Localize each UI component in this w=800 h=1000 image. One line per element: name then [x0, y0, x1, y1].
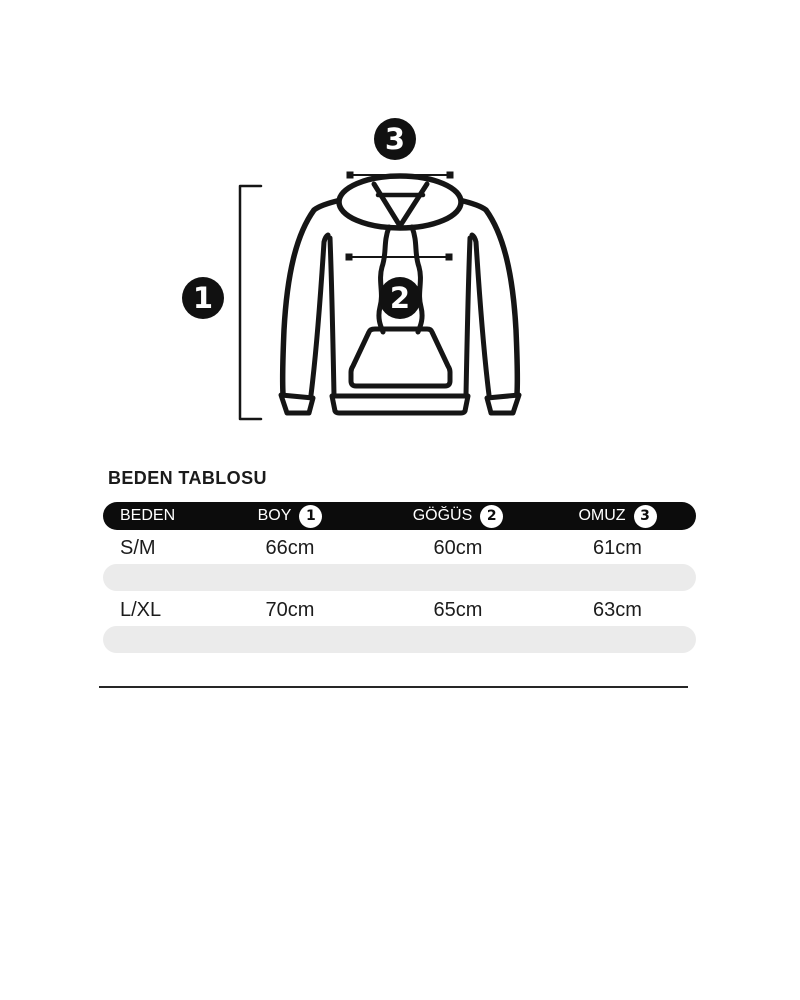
row-size-value: S/M: [120, 536, 156, 559]
hoodie-right-side: [466, 238, 470, 395]
hoodie-left-inner-sleeve: [311, 235, 328, 395]
table-row: [103, 535, 696, 561]
chest-measure-line: [346, 254, 453, 261]
header-chest-cell: [377, 505, 539, 528]
size-chart-title: BEDEN TABLOSU: [108, 468, 267, 488]
header-shoulder-badge: 3: [634, 505, 657, 528]
kangaroo-pocket: [351, 329, 450, 386]
table-stripe: [103, 626, 696, 653]
header-chest-badge: 2: [480, 505, 503, 528]
header-chest-label: GÖĞÜS: [412, 507, 473, 524]
hoodie-right-inner-sleeve: [472, 235, 489, 395]
table-stripe: [103, 564, 696, 591]
size-chart-header-row: [103, 502, 696, 530]
row-length-value: 66cm: [265, 536, 315, 559]
row-shoulder-value: 61cm: [593, 536, 642, 559]
hoodie-measurement-diagram: [0, 0, 800, 460]
row-chest-value: 60cm: [433, 536, 483, 559]
hood-outline: [339, 176, 461, 228]
length-measure-bracket: [240, 186, 261, 419]
hoodie-hem-band: [332, 396, 468, 413]
header-length-cell: [203, 505, 377, 528]
bottom-divider: [99, 686, 688, 688]
hoodie-right-cuff: [487, 395, 519, 413]
row-shoulder-value: 63cm: [593, 598, 642, 621]
chest-badge: [379, 277, 421, 319]
row-chest-value: 65cm: [433, 598, 483, 621]
length-badge: [182, 277, 224, 319]
hoodie-left-side: [330, 238, 334, 395]
header-length-label: BOY: [257, 507, 292, 524]
hoodie-left-cuff: [281, 395, 313, 413]
shoulder-badge: [374, 118, 416, 160]
header-size-label: BEDEN: [120, 507, 176, 524]
header-size-cell: [103, 507, 203, 525]
drawstring-right: [412, 227, 422, 332]
header-length-badge: 1: [299, 505, 322, 528]
header-shoulder-cell: [539, 505, 696, 528]
row-size-value: L/XL: [120, 598, 162, 621]
chest-badge-number: 2: [389, 281, 411, 315]
drawstring-left: [379, 227, 389, 332]
length-badge-number: 1: [192, 281, 214, 315]
table-row: [103, 597, 696, 623]
row-length-value: 70cm: [265, 598, 315, 621]
shoulder-badge-number: 3: [384, 122, 406, 156]
header-shoulder-label: OMUZ: [578, 507, 626, 524]
